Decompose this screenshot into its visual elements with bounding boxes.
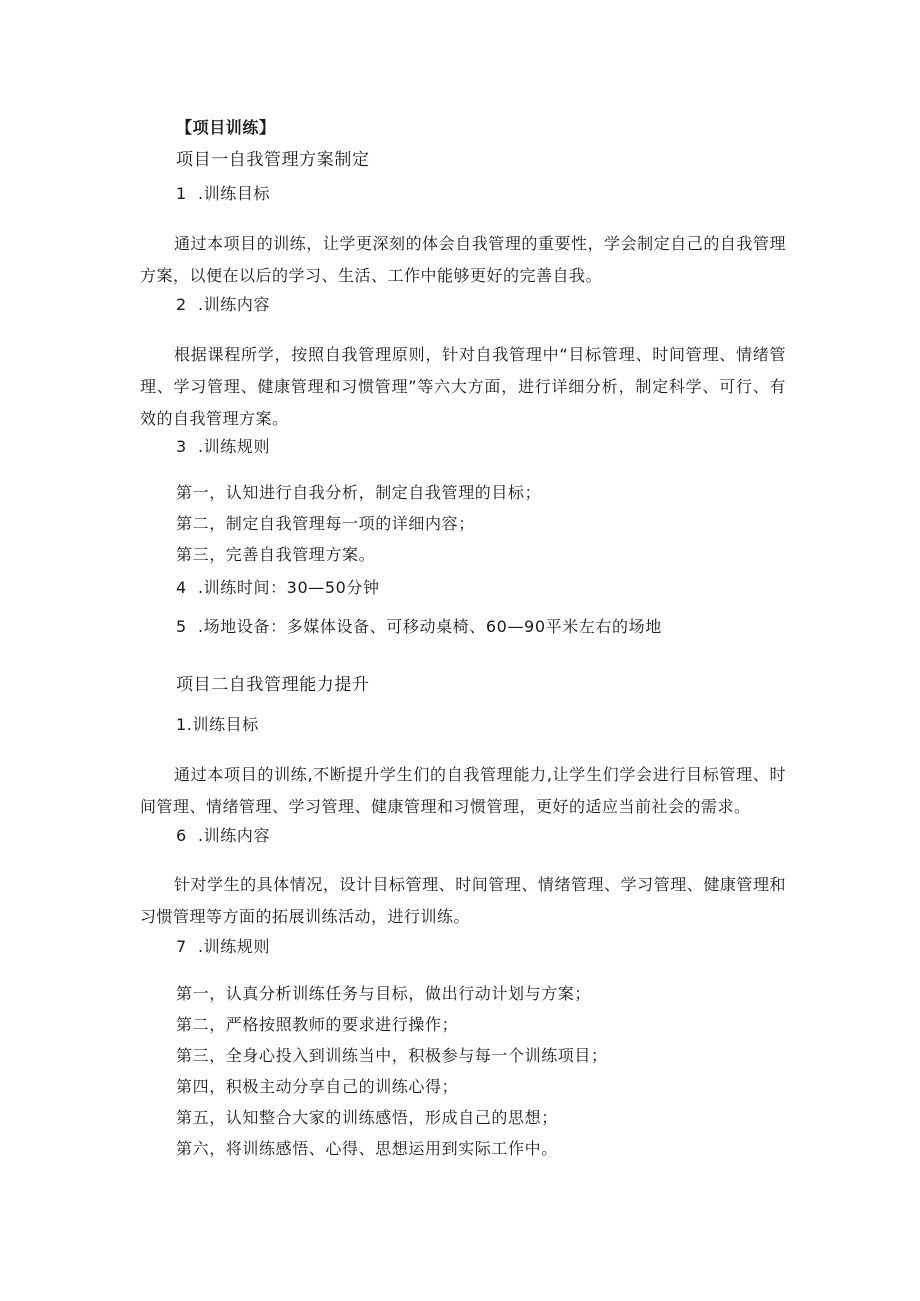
project1-goal-heading xyxy=(176,184,270,204)
project1-rule-item: 第二，制定自我管理每一项的详细内容； xyxy=(176,514,475,533)
project1-venue-line xyxy=(176,617,662,637)
project2-goal-heading: 1.训练目标 xyxy=(176,715,259,734)
project1-rules-heading xyxy=(176,437,270,457)
project2-rule-item: 第五，认知整合大家的训练感悟，形成自己的思想； xyxy=(176,1108,558,1127)
project1-venue-number: 5 xyxy=(176,617,187,636)
project2-content-label: .训练内容 xyxy=(198,826,271,845)
project2-rule-item: 第三，全身心投入到训练当中，积极参与每一个训练项目； xyxy=(176,1046,608,1065)
project2-goal-text: 通过本项目的训练,不断提升学生们的自我管理能力,让学生们学会进行目标管理、时间管理、情绪管理、学习管理、健康管理和习惯管理，更好的适应当前社会的需求。 xyxy=(140,765,786,816)
section-header: 【项目训练】 xyxy=(176,118,276,137)
project2-rules-label: .训练规则 xyxy=(198,937,271,956)
project1-goal-label: .训练目标 xyxy=(198,184,271,203)
project1-time-number: 4 xyxy=(176,578,187,597)
project1-rule-item: 第三，完善自我管理方案。 xyxy=(176,545,376,564)
project2-rule-item: 第二，严格按照教师的要求进行操作； xyxy=(176,1015,459,1034)
project1-title: 项目一自我管理方案制定 xyxy=(176,150,370,170)
project1-goal-number: 1 xyxy=(176,184,187,203)
project2-content-number: 6 xyxy=(176,826,187,845)
project1-content-heading xyxy=(176,295,270,315)
project1-goal-text: 通过本项目的训练，让学更深刻的体会自我管理的重要性，学会制定自己的自我管理方案，以便在以后的学习、生活、工作中能够更好的完善自我。 xyxy=(140,234,786,285)
project2-rules-heading xyxy=(176,937,270,957)
project2-content-heading xyxy=(176,826,270,846)
project2-title: 项目二自我管理能力提升 xyxy=(176,675,370,695)
project2-rule-item: 第一，认真分析训练任务与目标，做出行动计划与方案； xyxy=(176,984,592,1003)
project1-venue-label: .场地设备：多媒体设备、可移动桌椅、60—90平米左右的场地 xyxy=(198,617,662,636)
project1-time-line xyxy=(176,578,380,598)
project1-rules-label: .训练规则 xyxy=(198,437,271,456)
project1-rules-number: 3 xyxy=(176,437,187,456)
project2-content-text: 针对学生的具体情况，设计目标管理、时间管理、情绪管理、学习管理、健康管理和习惯管理等方面的拓展训练活动，进行训练。 xyxy=(140,875,786,926)
project1-time-label: .训练时间：30—50分钟 xyxy=(198,578,380,597)
project2-rule-item: 第四，积极主动分享自己的训练心得； xyxy=(176,1077,459,1096)
project2-rules-number: 7 xyxy=(176,937,187,956)
project1-content-text: 根据课程所学，按照自我管理原则，针对自我管理中“目标管理、时间管理、情绪管理、学习管理、健康管理和习惯管理”等六大方面，进行详细分析，制定科学、可行、有效的自我管理方案。 xyxy=(140,345,786,428)
project1-content-label: .训练内容 xyxy=(198,295,271,314)
project1-rule-item: 第一，认知进行自我分析，制定自我管理的目标； xyxy=(176,483,542,502)
project1-content-number: 2 xyxy=(176,295,187,314)
project2-rule-item: 第六，将训练感悟、心得、思想运用到实际工作中。 xyxy=(176,1139,558,1158)
